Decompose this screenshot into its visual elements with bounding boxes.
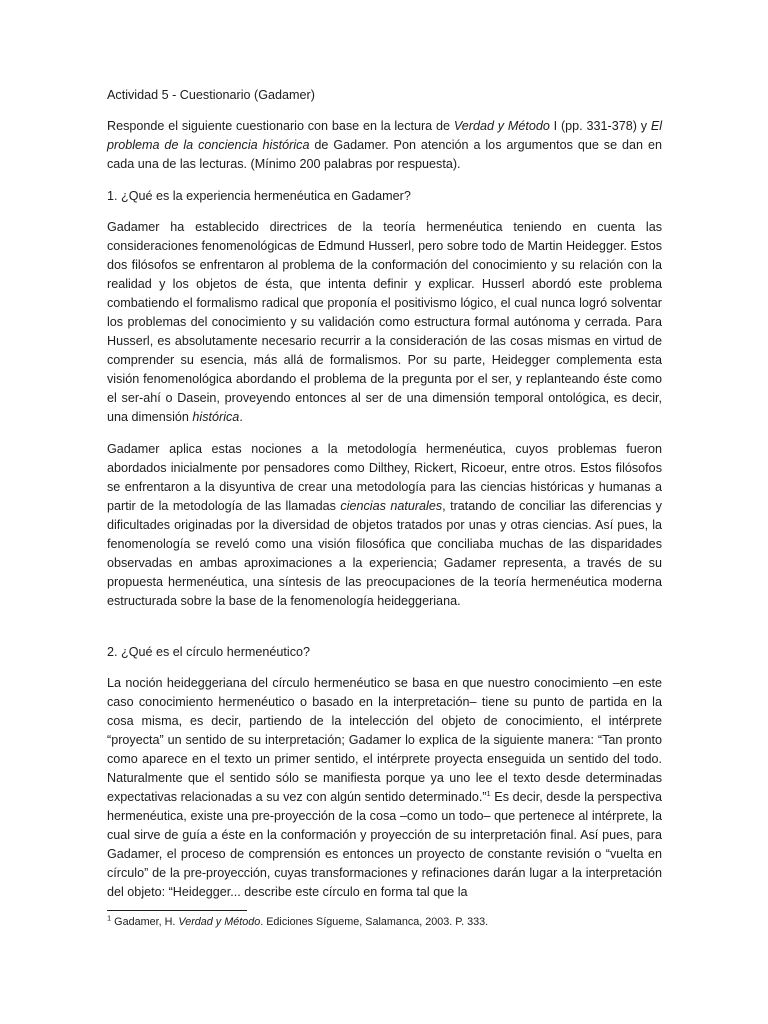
footnote-divider: [107, 910, 247, 911]
answer-2-paragraph-1: [107, 674, 662, 902]
document-page: [107, 86, 662, 915]
intro-text-3: de Gadamer. Pon atención a los argumentos que se dan en cada una de las lecturas. (Mínimo 200 palabras por respuesta).: [107, 138, 662, 171]
answer-2-p1-text-1: La noción heideggeriana del círculo hermenéutico se basa en que nuestro conocimiento –en este caso conocimiento hermenéutico o basado en la interpretación– tiene su punto de partida en la cosa misma, es decir, partiendo de la intelección del objeto de conocimiento, el intérprete “proyecta” un sentido de su interpretación; Gadamer lo explica de la siguiente manera: “Tan pronto como aparece en el texto un primer sentido, el intérprete proyecta enseguida un sentido del todo. Naturalmente que el sentido sólo se manifiesta porque ya uno lee el texto desde determinadas expectativas relacionadas a su vez con algún sentido determinado.”: [107, 676, 662, 804]
document-title: Actividad 5 - Cuestionario (Gadamer): [107, 88, 315, 102]
footnote-text-2: . Ediciones Sígueme, Salamanca, 2003. P. 333.: [260, 916, 489, 928]
answer-1-p1-end: .: [239, 410, 243, 424]
question-1-heading: 1. ¿Qué es la experiencia hermenéutica en Gadamer?: [107, 189, 411, 203]
answer-2-p1-text-2: Es decir, desde la perspectiva hermenéutica, existe una pre-proyección de la cosa –como un todo– que pertenece al intérprete, la cual sirve de guía a éste en la conformación y proyección de su interpretación final. Así pues, para Gadamer, el proceso de comprensión es entonces un proyecto de constante revisión o “vuelta en círculo” de la pre-proyección, cuyas transformaciones y refinaciones darán lugar a la interpretación del objeto: “Heidegger... describe este círculo en forma tal que la: [107, 790, 662, 899]
question-2-heading: 2. ¿Qué es el círculo hermenéutico?: [107, 645, 311, 659]
book-title-verdad-y-metodo: Verdad y Método: [453, 119, 550, 133]
footnote: [107, 914, 662, 930]
intro-paragraph: [107, 117, 662, 174]
footnote-mark: 1: [107, 913, 112, 923]
answer-1-p2-text-1: Gadamer aplica estas nociones a la metodología hermenéutica, cuyos problemas fueron abordados inicialmente por pensadores como Dilthey, Rickert, Ricoeur, entre otros. Estos filósofos se enfrentaron a la disyuntiva de crear una metodología para las ciencias históricas y humanas a partir de la metodología de las llamadas: [107, 442, 662, 513]
answer-1-p2-text-2: , tratando de conciliar las diferencias y dificultades originadas por la diversidad de objetos tratados por unas y otras ciencias. Así pues, la fenomenología se reveló como una visión filosófica que conciliaba muchas de las disparidades observadas en ambas aproximaciones a la experiencia; Gadamer representa, a través de su propuesta hermenéutica, una síntesis de las preocupaciones de la teoría hermenéutica moderna estructurada sobre la base de la fenomenología heideggeriana.: [107, 499, 662, 608]
intro-text-2: I (pp. 331-378) y: [549, 119, 651, 133]
intro-text-1: Responde el siguiente cuestionario con base en la lectura de: [107, 119, 454, 133]
answer-1-paragraph-1: [107, 218, 662, 427]
answer-1-p1-italic: histórica: [192, 410, 240, 424]
footnote-text-1: Gadamer, H.: [111, 916, 179, 928]
answer-1-p1-text: Gadamer ha establecido directrices de la teoría hermenéutica teniendo en cuenta las consideraciones fenomenológicas de Edmund Husserl, pero sobre todo de Martin Heidegger. Estos dos filósofos se enfrentaron al problema de la conformación del conocimiento y su relación con la realidad y los objetos de ésta, que intenta definir y explicar. Husserl abordó este problema combatiendo el formalismo radical que proponía el positivismo lógico, el cual nunca logró solventar los problemas del conocimiento y su validación como estructura formal autónoma y cerrada. Para Husserl, es absolutamente necesario recurrir a la consideración de las cosas mismas en virtud de comprender su esencia, más allá de formalismos. Por su parte, Heidegger complementa esta visión fenomenológica abordando el problema de la pregunta por el ser, y replanteando éste como el ser-ahí o Dasein, proveyendo entonces al ser de una dimensión temporal ontológica, es decir, una dimensión: [107, 220, 662, 424]
answer-1-p2-italic: ciencias naturales: [340, 499, 443, 513]
book-title-conciencia-historica: El problema de la conciencia histórica: [107, 119, 663, 152]
blank-line: [107, 624, 662, 643]
footnote-book-title: Verdad y Método: [178, 916, 261, 928]
answer-1-paragraph-2: [107, 440, 662, 611]
footnote-reference[interactable]: 1: [486, 788, 491, 798]
footnote-area: [107, 910, 662, 930]
